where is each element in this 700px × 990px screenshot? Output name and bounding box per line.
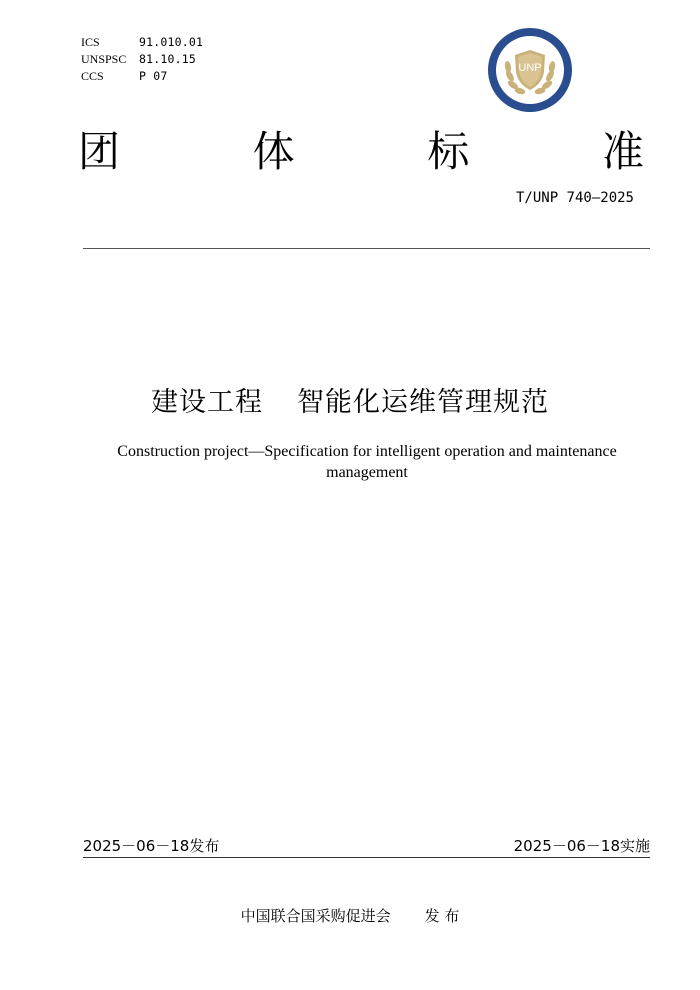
unspsc-label: UNSPSC xyxy=(81,52,127,66)
standard-type-title xyxy=(78,122,644,182)
ics-row xyxy=(81,34,203,51)
publisher-action: 发 布 xyxy=(424,907,460,925)
standard-type-char: 准 xyxy=(601,127,644,176)
title-chinese-part1: 建设工程 xyxy=(151,387,263,418)
implementation-date: 2025－06－18实施 xyxy=(513,837,650,855)
unspsc-value: 81.10.15 xyxy=(139,52,196,66)
ics-label: ICS xyxy=(81,35,100,49)
bottom-divider xyxy=(83,857,650,858)
ccs-row xyxy=(81,68,203,85)
ics-value: 91.010.01 xyxy=(139,35,204,49)
standard-type-char: 标 xyxy=(427,127,470,176)
logo-text: UNP xyxy=(518,62,542,74)
classification-codes xyxy=(81,34,203,85)
issue-date: 2025－06－18发布 xyxy=(83,837,220,855)
publisher xyxy=(0,905,700,926)
title-chinese xyxy=(0,380,700,419)
standard-type-char: 体 xyxy=(252,127,295,176)
top-divider xyxy=(83,248,650,249)
unp-logo xyxy=(486,26,574,114)
title-chinese-part2: 智能化运维管理规范 xyxy=(297,387,549,418)
standard-number: T/UNP 740—2025 xyxy=(515,190,634,206)
ccs-label: CCS xyxy=(81,69,104,83)
unspsc-row xyxy=(81,51,203,68)
title-english: Construction project—Specification for intelligent operation and maintenance management xyxy=(117,443,617,481)
publisher-name: 中国联合国采购促进会 xyxy=(240,907,391,925)
ccs-value: P 07 xyxy=(139,69,168,83)
standard-type-char: 团 xyxy=(78,127,121,176)
